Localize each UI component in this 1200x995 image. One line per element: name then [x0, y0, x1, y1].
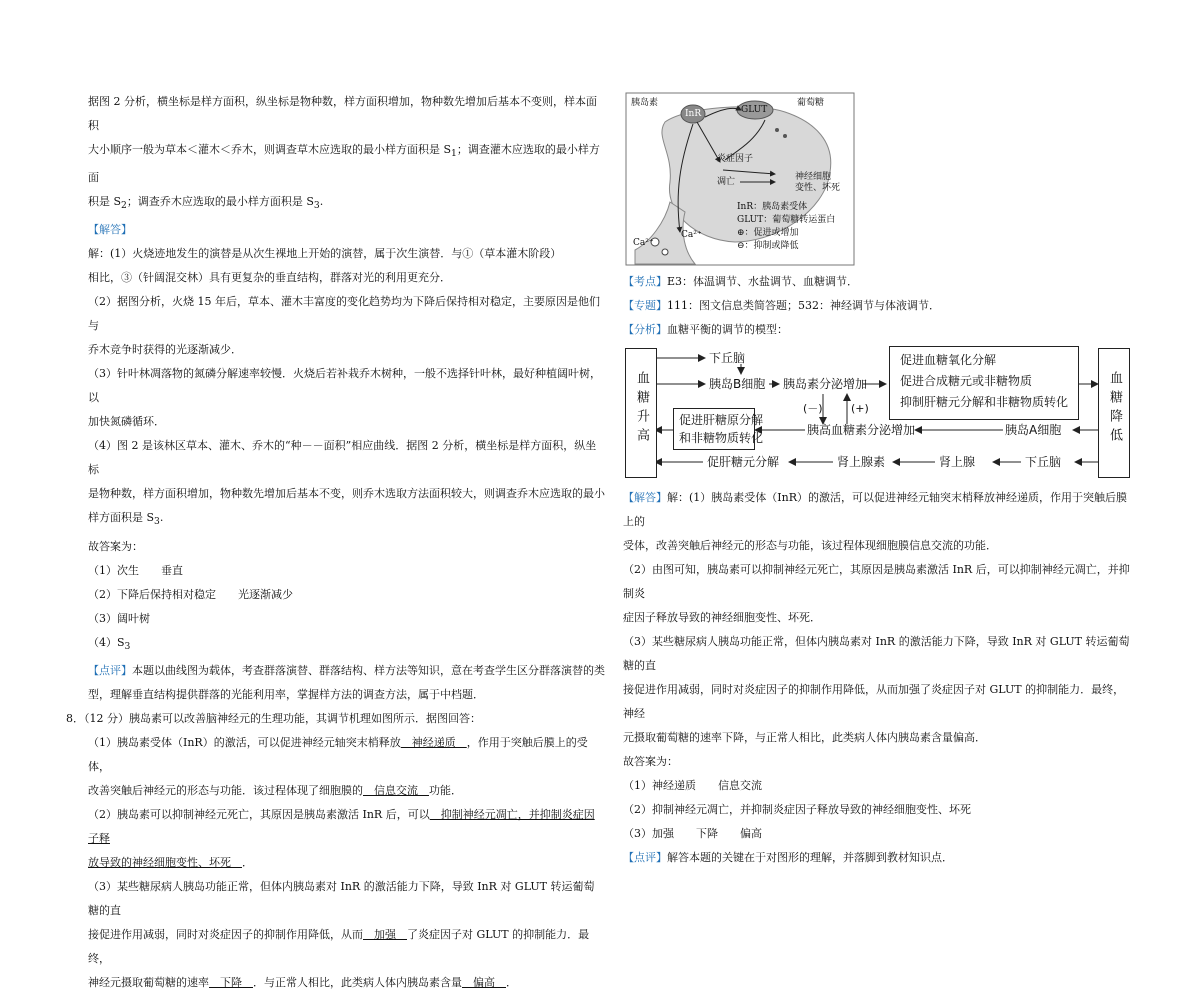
label-blood-glucose-rise: 血糖升高 — [634, 371, 649, 447]
q8-1c: 改善突触后神经元的形态与功能．该过程体现了细胞膜的 信息交流 功能． — [88, 783, 462, 797]
label-apoptosis: 凋亡 — [717, 177, 736, 187]
q8-3b: 接促进作用减弱，同时对炎症因子的抑制作用降低，从而 加强 了炎症因子对 GLUT 的抑制能力．最终， — [88, 927, 590, 965]
label-glycogen-breakdown: 促肝糖元分解 — [707, 455, 780, 469]
r-answer-3: （3）加强 下降 偏高 — [623, 827, 762, 840]
label-plus: (+) — [851, 402, 869, 415]
q8-2: （2）胰岛素可以抑制神经元死亡，其原因是胰岛素激活 InR 后，可以 抑制神经元凋亡，并抑制炎症因子释 — [88, 807, 595, 845]
jieda-4: （4）图 2 是该林区草本、灌木、乔木的“种－－面积”相应曲线．据图 2 分析，横坐标是样方面积，纵坐标 — [88, 439, 597, 477]
label-inflammatory-factor: 炎症因子 — [717, 154, 754, 164]
fenxi-tag: 【分析】 — [623, 323, 667, 336]
legend-3: ⊕：促进或增加 — [737, 228, 799, 238]
legend-2: GLUT：葡萄糖转运蛋白 — [737, 215, 836, 225]
answer-1: （1）次生 垂直 — [88, 563, 183, 577]
r-jieda-1: 【解答】解：(1）胰岛素受体（InR）的激活，可以促进神经元轴突末梢释放神经递质，作用于突触后膜上的 — [623, 491, 1127, 528]
answer-3: （3）阔叶树 — [88, 611, 150, 625]
r-answer-head: 故答案为： — [623, 755, 678, 768]
jieda-2b: 乔木竞争时获得的光逐渐减少． — [88, 343, 242, 357]
blank-answer: 放导致的神经细胞变性、坏死 — [88, 855, 242, 869]
glucagon-effect-2: 和非糖物质转化 — [679, 431, 764, 445]
label-hypothalamus-top: 下丘脑 — [709, 351, 746, 365]
r-jieda-tag: 【解答】 — [623, 491, 667, 504]
glucagon-effect-1: 促进肝糖原分解 — [679, 413, 764, 427]
effect-3: 抑制肝糖元分解和非糖物质转化 — [900, 395, 1069, 409]
r-jieda-3: （3）某些糖尿病人胰岛功能正常，但体内胰岛素对 InR 的激活能力下降，导致 InR 对 GLUT 转运葡萄糖的直 — [623, 635, 1130, 672]
answer-2: （2）下降后保持相对稳定 光逐渐减少 — [88, 587, 293, 601]
label-glut: GLUT — [741, 105, 768, 115]
q8-3d: 神经元摄取葡萄糖的速率 下降 ．与正常人相比，此类病人体内胰岛素含量 偏高 ． — [88, 975, 517, 989]
intro-line-1: 据图 2 分析，横坐标是样方面积，纵坐标是物种数，样方面积增加，物种数先增加后基本不变则，样本面积 — [88, 95, 597, 132]
label-adrenal-gland: 肾上腺 — [939, 455, 976, 469]
label-calcium-1: Ca²⁺ — [633, 238, 654, 248]
kaodian-tag: 【考点】 — [623, 275, 667, 288]
blood-glucose-model-diagram — [623, 346, 1128, 480]
r-answer-2: （2）抑制神经元凋亡，并抑制炎症因子释放导致的神经细胞变性、坏死 — [623, 803, 971, 816]
jieda-3: （3）针叶林凋落物的氮磷分解速率较慢．火烧后若补栽乔木树种，一般不选择针叶林，最好种植阔叶树，以 — [88, 367, 601, 405]
box-blood-glucose-rise — [625, 348, 657, 478]
label-alpha-cell: 胰岛A细胞 — [1005, 423, 1062, 437]
label-blood-glucose-fall: 血糖降低 — [1107, 371, 1122, 447]
insulin-mechanism-figure — [625, 92, 855, 266]
blank-answer: 抑制神经元凋亡，并抑制炎症因子释 — [88, 807, 595, 845]
right-column — [623, 92, 1135, 870]
effect-1: 促进血糖氧化分解 — [900, 353, 997, 367]
jieda-1: 【解答】解：(1）火烧迹地发生的演替是从次生裸地上开始的演替，属于次生演替．与①（草本灌木阶段） — [88, 223, 562, 261]
question-8: 8．（12 分）胰岛素可以改善脑神经元的生理功能，其调节机理如图所示．据图回答： — [66, 711, 481, 725]
q8-2b: 放导致的神经细胞变性、坏死 ． — [88, 855, 253, 869]
label-insulin: 胰岛素 — [631, 98, 659, 108]
label-inr: InR — [685, 109, 702, 119]
label-glucagon-up: 胰高血糖素分泌增加 — [807, 423, 916, 437]
r-dianping-tag: 【点评】 — [623, 851, 667, 864]
jieda-2: （2）据图分析，火烧 15 年后，草本、灌木丰富度的变化趋势均为下降后保持相对稳定，主要原因是他们与 — [88, 295, 600, 333]
zhuanti-tag: 【专题】 — [623, 299, 667, 312]
legend-4: ⊖：抑制或降低 — [737, 241, 799, 251]
dianping-tag: 【点评】 — [88, 663, 132, 677]
r-jieda-2: （2）由图可知，胰岛素可以抑制神经元死亡，其原因是胰岛素激活 InR 后，可以抑制神经元凋亡，并抑制炎 — [623, 563, 1130, 600]
dianping: 【点评】本题以曲线图为载体，考查群落演替、群落结构、样方法等知识，意在考查学生区分群落演替的类 — [88, 663, 605, 677]
legend-1: InR：胰岛素受体 — [737, 202, 808, 212]
label-neuron-change: 神经细胞 — [795, 172, 832, 182]
blank-answer: 偏高 — [462, 975, 506, 989]
label-hypothalamus-bottom: 下丘脑 — [1025, 455, 1062, 469]
r-answer-1: （1）神经递质 信息交流 — [623, 779, 762, 792]
box-insulin-effects — [889, 346, 1079, 420]
box-blood-glucose-fall — [1098, 348, 1130, 478]
answer-4: $(4)S_3$ — [88, 635, 131, 652]
r-jieda-1b: 受体，改善突触后神经元的形态与功能，该过程体现细胞膜信息交流的功能． — [623, 539, 997, 552]
r-dianping: 【点评】解答本题的关键在于对图形的理解，并落脚到教材知识点． — [623, 851, 953, 864]
effect-2: 促进合成糖元或非糖物质 — [900, 374, 1033, 388]
left-column — [66, 90, 605, 995]
label-neuron-change-2: 变性、坏死 — [795, 183, 841, 193]
jieda-tag: 【解答】 — [88, 223, 132, 237]
jieda-1b: 相比，③（针阔混交林）具有更复杂的垂直结构，群落对光的利用更充分． — [88, 271, 451, 285]
zhuanti: 【专题】111：图文信息类简答题；532：神经调节与体液调节． — [623, 299, 940, 312]
blank-answer: 加强 — [363, 927, 407, 941]
intro-line-2: 大小顺序一般为草本＜灌木＜乔木，则调查草木应选取的最小样方面积是 $S_1$；调查灌木应选取的最小样方面 — [88, 143, 600, 185]
dianping-b: 型，理解垂直结构提供群落的光能利用率，掌握样方法的调查方法，属于中档题． — [88, 687, 484, 701]
kaodian: 【考点】E3：体温调节、水盐调节、血糖调节． — [623, 275, 859, 288]
box-glucagon-effects — [673, 408, 764, 450]
q8-3: （3）某些糖尿病人胰岛功能正常，但体内胰岛素对 InR 的激活能力下降，导致 InR 对 GLUT 转运葡萄糖的直 — [88, 879, 595, 917]
label-minus: (－) — [803, 402, 823, 415]
label-beta-cell: 胰岛B细胞 — [709, 377, 766, 391]
r-jieda-2b: 症因子释放导致的神经细胞变性、坏死． — [623, 611, 821, 624]
jieda-3b: 加快氮磷循环． — [88, 415, 165, 429]
answer-head: 故答案为： — [88, 539, 143, 553]
blank-answer: 信息交流 — [363, 783, 429, 797]
r-jieda-3b: 接促进作用减弱，同时对炎症因子的抑制作用降低，从而加强了炎症因子对 GLUT 的抑制能力．最终，神经 — [623, 683, 1125, 720]
r-jieda-3c: 元摄取葡萄糖的速率下降，与正常人相比，此类病人体内胰岛素含量偏高． — [623, 731, 986, 744]
q8-1: （1）胰岛素受体（InR）的激活，可以促进神经元轴突末梢释放 神经递质 ，作用于突触后膜上的受体， — [88, 735, 588, 773]
jieda-4c: 样方面积是 $S_3$. — [88, 511, 164, 528]
label-adrenaline: 肾上腺素 — [837, 455, 886, 469]
fenxi: 【分析】血糖平衡的调节的模型： — [623, 323, 788, 336]
blank-answer: 神经递质 — [400, 735, 467, 749]
label-insulin-up: 胰岛素分泌增加 — [783, 377, 868, 391]
blank-answer: 下降 — [209, 975, 253, 989]
label-calcium-2: Ca²⁺ — [681, 230, 702, 240]
label-glucose: 葡萄糖 — [797, 98, 825, 108]
intro-line-3: 积是 $S_2$；调查乔木应选取的最小样方面积是 $S_3$. — [88, 195, 324, 212]
jieda-4b: 是物种数，样方面积增加，物种数先增加后基本不变，则乔木选取方法面积较大，则调查乔木应选取的最小 — [88, 487, 605, 501]
